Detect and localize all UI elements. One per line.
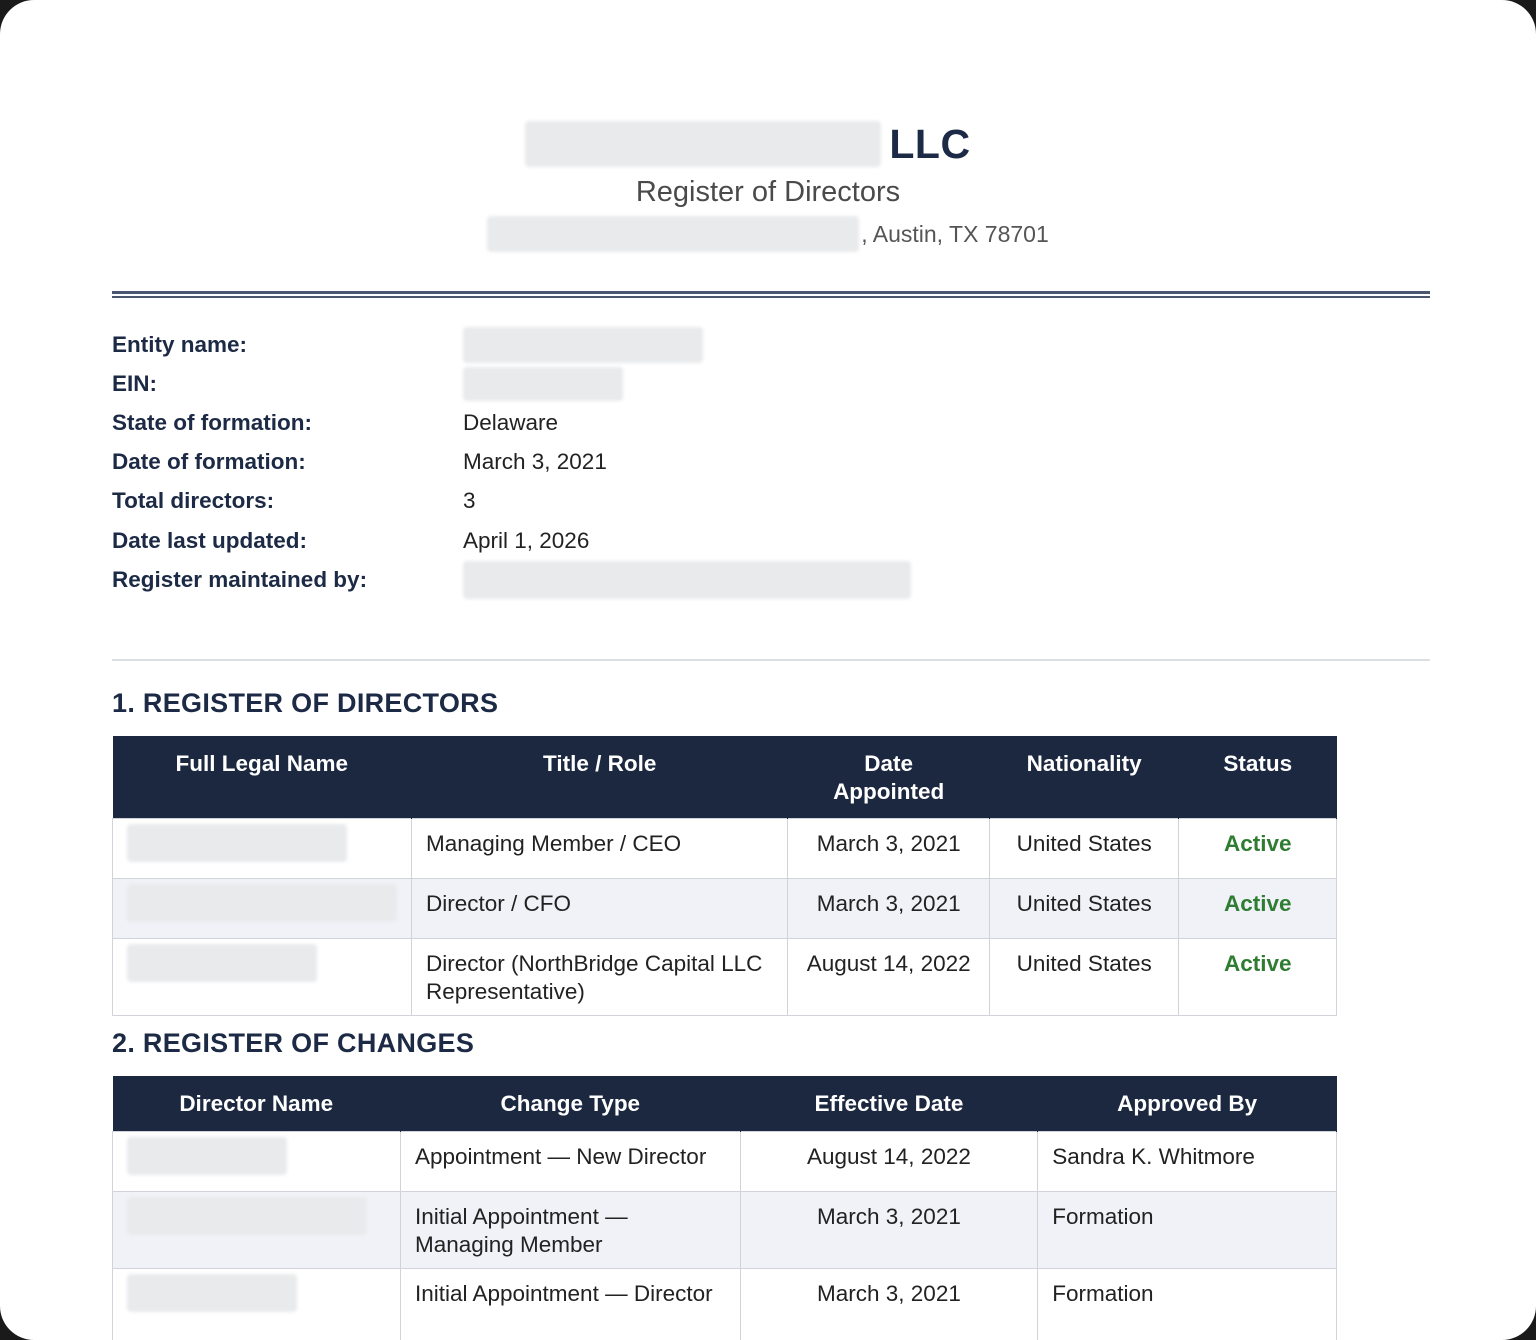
table-row <box>113 1268 1337 1340</box>
approved-by-cell: Formation <box>1038 1191 1337 1268</box>
company-address <box>0 214 1536 254</box>
director-name-cell <box>113 938 412 1015</box>
info-value: 3 <box>463 488 476 514</box>
info-row-state <box>112 403 1012 442</box>
column-header: Effective Date <box>740 1076 1038 1131</box>
nationality-cell: United States <box>989 818 1179 878</box>
redacted-director-name <box>127 824 347 862</box>
info-value: March 3, 2021 <box>463 449 607 475</box>
table-row <box>113 1131 1337 1191</box>
redacted-director-name <box>127 884 397 922</box>
redacted-street-address <box>487 216 859 252</box>
effective-date-cell: August 14, 2022 <box>740 1131 1038 1191</box>
effective-date-cell: March 3, 2021 <box>740 1191 1038 1268</box>
info-row-last-updated <box>112 521 1012 560</box>
document-header <box>0 118 1536 254</box>
table-row <box>113 878 1337 938</box>
redacted-director-name <box>127 1197 367 1235</box>
info-label: Register maintained by: <box>112 566 368 592</box>
director-name-cell <box>113 1268 401 1340</box>
approved-by-cell: Sandra K. Whitmore <box>1038 1131 1337 1191</box>
info-label: EIN: <box>112 370 157 396</box>
table-header-row <box>113 1076 1337 1131</box>
table-row <box>113 1191 1337 1268</box>
redacted-entity-name <box>463 327 703 363</box>
table-row <box>113 938 1337 1015</box>
address-city: , Austin, TX 78701 <box>861 220 1049 247</box>
redacted-maintainer <box>463 561 911 599</box>
change-type-cell: Appointment — New Director <box>400 1131 740 1191</box>
date-cell: March 3, 2021 <box>788 878 989 938</box>
nationality-cell: United States <box>989 878 1179 938</box>
column-header: Approved By <box>1038 1076 1337 1131</box>
document-subtitle: Register of Directors <box>635 176 901 208</box>
redacted-director-name <box>127 944 317 982</box>
info-value: April 1, 2026 <box>463 527 590 553</box>
changes-table <box>112 1076 1337 1340</box>
section-divider <box>112 659 1430 661</box>
redacted-director-name <box>127 1137 287 1175</box>
header-divider <box>112 291 1430 294</box>
director-name-cell <box>113 1131 401 1191</box>
date-cell: March 3, 2021 <box>788 818 989 878</box>
company-suffix: LLC <box>889 120 971 167</box>
approved-by-cell: Formation <box>1038 1268 1337 1340</box>
director-name-cell <box>113 1191 401 1268</box>
table-row <box>113 818 1337 878</box>
title-cell: Managing Member / CEO <box>412 818 788 878</box>
column-header: Status <box>1179 736 1337 818</box>
title-cell: Director (NorthBridge Capital LLC Representative) <box>412 938 788 1015</box>
status-badge: Active <box>1179 818 1337 878</box>
company-title <box>0 118 1536 170</box>
section-title-changes: 2. REGISTER OF CHANGES <box>112 1028 475 1058</box>
redacted-director-name <box>127 1274 297 1312</box>
section-title-directors: 1. REGISTER OF DIRECTORS <box>112 688 499 718</box>
info-row-total-directors <box>112 482 1012 521</box>
info-label: Entity name: <box>112 331 248 357</box>
info-value: Delaware <box>463 409 559 435</box>
column-header: Full Legal Name <box>113 736 412 818</box>
info-label: Date of formation: <box>112 449 306 475</box>
column-header: Title / Role <box>412 736 788 818</box>
redacted-company-name <box>525 121 881 167</box>
info-row-ein <box>112 364 1012 403</box>
nationality-cell: United States <box>989 938 1179 1015</box>
change-type-cell: Initial Appointment — Managing Member <box>400 1191 740 1268</box>
status-badge: Active <box>1179 878 1337 938</box>
column-header: Date Appointed <box>788 736 989 818</box>
info-label: State of formation: <box>112 409 312 435</box>
effective-date-cell: March 3, 2021 <box>740 1268 1038 1340</box>
info-row-maintained-by <box>112 560 1012 599</box>
date-cell: August 14, 2022 <box>788 938 989 1015</box>
column-header: Director Name <box>113 1076 401 1131</box>
info-row-formation-date <box>112 443 1012 482</box>
info-label: Date last updated: <box>112 527 308 553</box>
directors-table <box>112 736 1337 1016</box>
director-name-cell <box>113 818 412 878</box>
director-name-cell <box>113 878 412 938</box>
info-label: Total directors: <box>112 488 275 514</box>
status-badge: Active <box>1179 938 1337 1015</box>
header-divider-secondary <box>112 296 1430 298</box>
change-type-cell: Initial Appointment — Director <box>400 1268 740 1340</box>
redacted-ein <box>463 367 623 401</box>
table-header-row <box>113 736 1337 818</box>
entity-info <box>112 325 1012 599</box>
title-cell: Director / CFO <box>412 878 788 938</box>
column-header: Change Type <box>400 1076 740 1131</box>
column-header: Nationality <box>989 736 1179 818</box>
info-row-entity-name <box>112 325 1012 364</box>
